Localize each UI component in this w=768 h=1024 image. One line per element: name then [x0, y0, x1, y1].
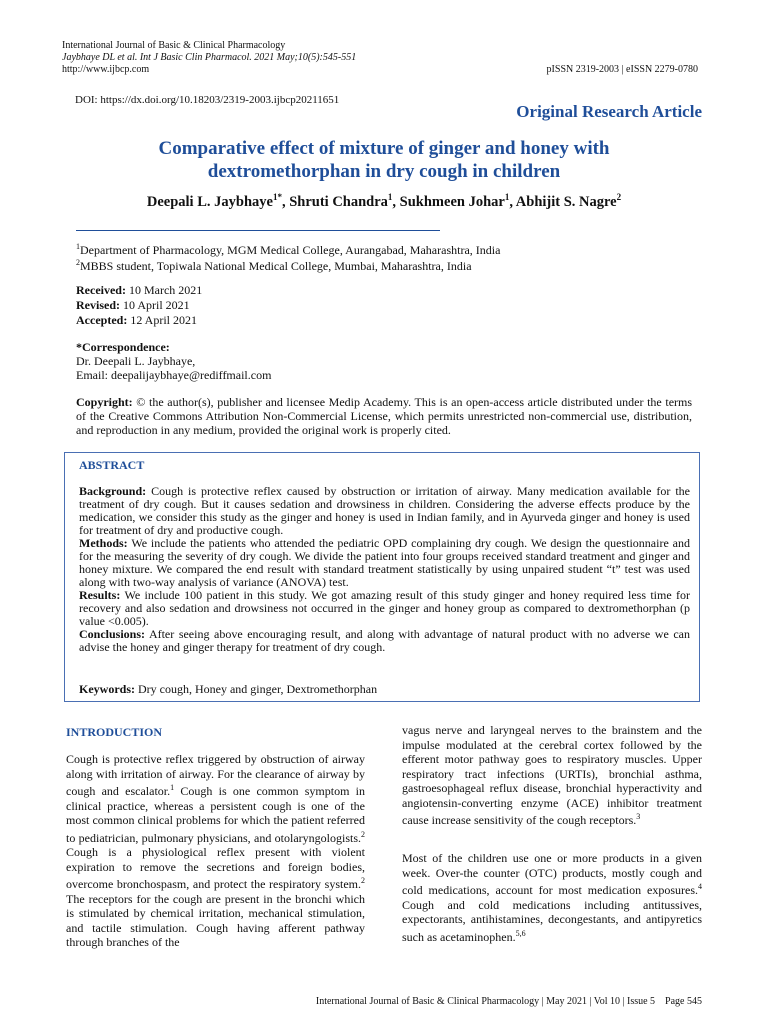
received-value: 10 March 2021: [128, 283, 203, 297]
methods-label: Methods:: [79, 536, 128, 550]
abstract-results: [79, 589, 690, 628]
copyright-text: © the author(s), publisher and licensee Medip Academy. This is an open-access article distributed under the terms of the Creative Commons Attribution Non-Commercial License, which permits unrestricted non-commercial use, distribution, and reproduction in any medium, provided the original work is properly cited.: [76, 395, 693, 437]
affiliation-1: [76, 240, 500, 257]
revised-date: [76, 298, 202, 313]
copyright-label: Copyright:: [76, 395, 133, 409]
intro-text: Most of the children use one or more products in a given week. Over-the counter (OTC) products, mostly cough and cold medications, account for most medication exposures.: [402, 851, 702, 897]
keywords-label: Keywords:: [79, 682, 135, 696]
issn: pISSN 2319-2003 | eISSN 2279-0780: [546, 64, 698, 75]
citation: Jaybhaye DL et al. Int J Basic Clin Pharmacol. 2021 May;10(5):545-551: [62, 52, 357, 63]
keywords-text: Dry cough, Honey and ginger, Dextromethorphan: [138, 682, 378, 696]
intro-paragraph-right-2: [402, 851, 702, 944]
abstract-keywords: [79, 682, 377, 697]
intro-text: Cough is one common symptom in clinical practice, whereas a persistent cough is one of the most common clinical problems for which the patient referred to pediatrician, pulmonary physicians, and otolaryngologists.: [66, 784, 365, 845]
results-label: Results:: [79, 588, 121, 602]
reference-link[interactable]: 4: [698, 882, 702, 891]
article-title: [60, 137, 708, 183]
revised-value: 10 April 2021: [123, 298, 190, 312]
conclusions-text: After seeing above encouraging result, and along with advantage of natural product with no adverse we can advise the honey and ginger therapy for treatment of dry cough.: [79, 627, 690, 654]
received-date: [76, 283, 202, 298]
intro-paragraph-left: [66, 752, 365, 950]
accepted-value: 12 April 2021: [130, 313, 197, 327]
intro-paragraph-right-1: [402, 723, 702, 828]
background-label: Background:: [79, 484, 147, 498]
conclusions-label: Conclusions:: [79, 627, 146, 641]
revised-label: Revised:: [76, 298, 120, 312]
correspondence: [76, 340, 271, 382]
author-sup: 1: [504, 192, 510, 202]
intro-text: Cough is protective reflex triggered by obstruction of airway along with irritation of airway. For the clearance of airway by cough and escalator.: [66, 752, 365, 798]
methods-text: We include the patients who attended the pediatric OPD complaining dry cough. We design the questionnaire and for the measuring the severity of dry cough. We divide the patient into four groups received standard treatment and ginger and honey mixture. We compared the end result with standard treatment statistically by using unpaired student “t” test was used along with two-way analysis of variance (ANOVA) test.: [79, 536, 690, 589]
correspondence-email[interactable]: Email: deepalijaybhaye@rediffmail.com: [76, 368, 272, 382]
reference-link[interactable]: 2: [361, 829, 365, 839]
author-sup: 2: [616, 192, 622, 202]
abstract-background: [79, 485, 690, 537]
abstract-body: [79, 485, 690, 654]
introduction-heading: INTRODUCTION: [66, 725, 163, 739]
page-footer: International Journal of Basic & Clinical Pharmacology | May 2021 | Vol 10 | Issue 5 Page 545: [315, 996, 702, 1007]
abstract-heading: ABSTRACT: [79, 458, 145, 472]
affiliation-text: MBBS student, Topiwala National Medical College, Mumbai, Maharashtra, India: [80, 259, 472, 273]
accepted-date: [76, 313, 202, 328]
abstract-methods: [79, 537, 690, 589]
title-line-2: dextromethorphan in dry cough in children: [207, 161, 561, 182]
intro-text: The receptors for the cough are present in the bronchi which is stimulated by chemical irritation, mechanical stimulation, and tactile stimulation. Cough having afferent pathway through branches of the: [66, 891, 365, 949]
author-name: Deepali L. Jaybhaye: [146, 193, 273, 210]
reference-link[interactable]: 3: [636, 812, 641, 821]
copyright-notice: [76, 395, 692, 437]
title-line-1: Comparative effect of mixture of ginger and honey with: [158, 138, 610, 159]
affiliation-sup: 1: [76, 242, 80, 251]
divider: [76, 230, 440, 231]
author-name: Sukhmeen Johar: [399, 193, 505, 210]
accepted-label: Accepted:: [76, 313, 128, 327]
reference-link[interactable]: 1: [170, 783, 175, 792]
author-name: Shruti Chandra: [289, 193, 388, 210]
journal-url-link[interactable]: http://www.ijbcp.com: [62, 64, 150, 75]
author-sup: 1*: [272, 192, 282, 202]
article-dates: [76, 283, 202, 328]
affiliation-sup: 2: [76, 258, 80, 267]
doi-link[interactable]: DOI: https://dx.doi.org/10.18203/2319-2003.ijbcp20211651: [75, 94, 340, 106]
reference-link[interactable]: 2: [361, 876, 365, 885]
correspondence-label: *Correspondence:: [76, 340, 170, 354]
background-text: Cough is protective reflex caused by obstruction or irritation of airway. Many medication available for the treatment of dry cough. But it causes sedation and drowsiness in children. Considering the adverse effects produce by the medication, we consider this study as the ginger and honey is used in Indian family, and in Ayurveda ginger and honey is used for treatment of dry and productive cough.: [79, 484, 690, 537]
intro-text: vagus nerve and laryngeal nerves to the brainstem and the impulse modulated at the cerebral cortex followed by the efferent motor pathway goes to respiratory muscles. Upper respiratory tract infections (URTIs), bronchial asthma, gastroesophageal reflux disease, bronchial hyperactivity and angiotensin-converting enzyme (ACE) inhibitor treatment cause increase sensitivity of the cough receptors.: [402, 723, 702, 827]
reference-link[interactable]: 5,6: [515, 928, 526, 938]
article-type: Original Research Article: [516, 102, 702, 121]
author-name: Abhijit S. Nagre: [515, 193, 617, 210]
abstract-conclusions: [79, 628, 690, 654]
intro-text: Cough is a physiological reflex present with violent expiration to remove the secretions and foreign bodies, overcome bronchospasm, and protect the respiratory system.: [66, 845, 365, 891]
affiliation-text: Department of Pharmacology, MGM Medical College, Aurangabad, Maharashtra, India: [80, 243, 501, 257]
received-label: Received:: [76, 283, 126, 297]
author-sup: 1: [387, 192, 393, 202]
journal-name: International Journal of Basic & Clinical Pharmacology: [62, 40, 286, 51]
results-text: We include 100 patient in this study. We got amazing result of this study ginger and honey required less time for recovery and also sedation and drowsiness not occurred in the ginger and honey group as compared to dextromethorphan (p value <0.005).: [79, 588, 690, 628]
affiliation-2: [76, 256, 472, 273]
intro-text: Cough and cold medications including antitussives, expectorants, antihistamines, decongestants, and antipyretics such as acetaminophen.: [402, 897, 702, 944]
author-list: Deepali L. Jaybhaye$^{1*}$, Shruti Chandra$^1$, Sukhmeen Johar$^1$, Abhijit S. Nagre$^2$: [146, 192, 622, 210]
correspondence-name: Dr. Deepali L. Jaybhaye,: [76, 354, 196, 368]
